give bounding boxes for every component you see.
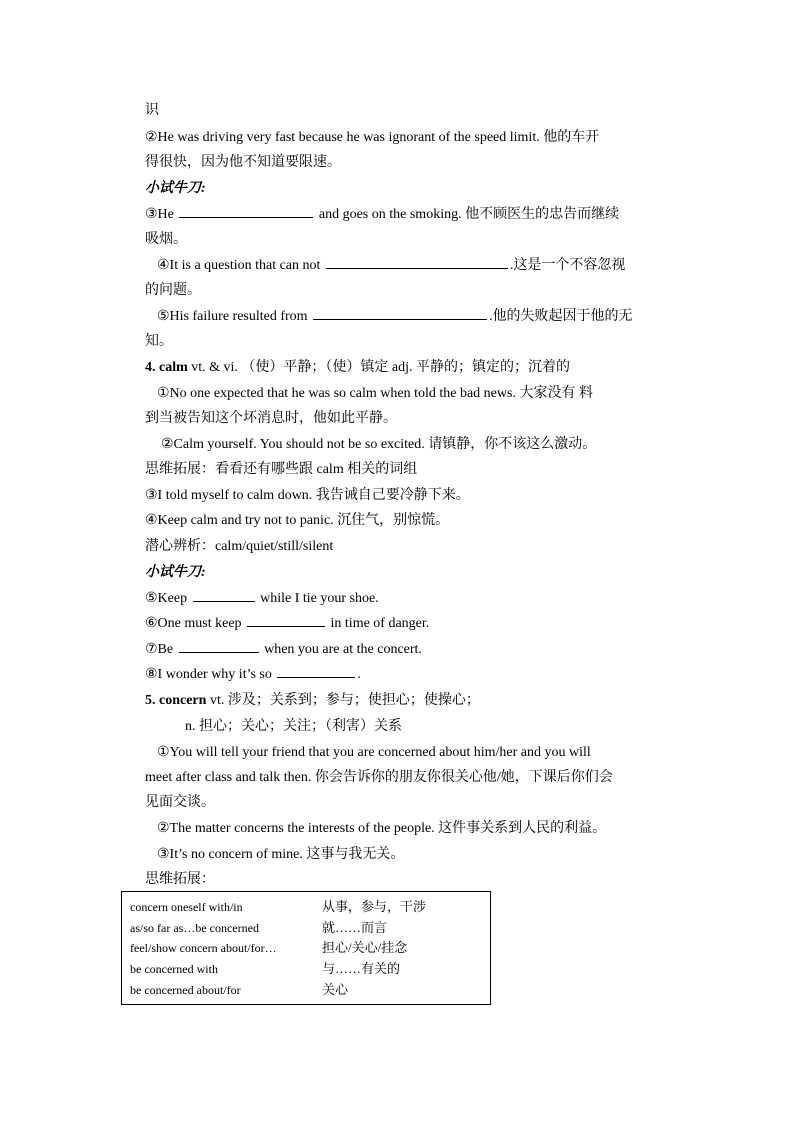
text-line: 吸烟。 [145, 232, 187, 247]
exercise-text: ⑧I wonder why it’s so [145, 667, 272, 682]
translation-line: 得很快，因为他不知道要限速。 [145, 155, 341, 170]
exercise-line [157, 253, 689, 278]
extension-heading: 思维拓展： [145, 872, 215, 887]
example-sentence: ①No one expected that he was so calm when told the bad news. 大家没有 料 [157, 386, 593, 401]
example-sentence: ②The matter concerns the interests of the people. 这件事关系到人民的利益。 [157, 821, 607, 836]
example-sentence: ③I told myself to calm down. 我告诫自己要冷静下来。 [145, 488, 470, 503]
example-sentence: ④Keep calm and try not to panic. 沉住气，别惊慌。 [145, 513, 450, 528]
exercise-text: .他的失败起因于他的无 [489, 309, 633, 324]
exercise-text: ⑦Be [145, 642, 174, 657]
extension-heading: 思维拓展：看看还有哪些跟 calm 相关的词组 [145, 462, 418, 477]
exercise-text: ④It is a question that can not [157, 258, 321, 273]
example-sentence: ①You will tell your friend that you are concerned about him/her and you will [157, 745, 591, 760]
answer-blank[interactable] [313, 305, 487, 320]
phrase-chinese: 与……有关的 [322, 961, 401, 976]
example-sentence: ②He was driving very fast because he was ignorant of the speed limit. 他的车开 [145, 130, 600, 145]
exercise-line [145, 586, 677, 611]
exercise-line [145, 611, 677, 636]
phrase-chinese: 从事，参与，干涉 [322, 899, 427, 914]
example-sentence: ②Calm yourself. You should not be so excited. 请镇静，你不该这么激动。 [161, 437, 597, 452]
exercise-text: ⑤Keep [145, 591, 188, 606]
vocab-definition: vt. 涉及；关系到；参与；使担心；使操心； [206, 693, 480, 708]
table-row [130, 938, 485, 958]
exercise-text: in time of danger. [330, 616, 430, 631]
exercise-line [145, 637, 677, 662]
answer-blank[interactable] [193, 587, 255, 602]
vocab-entry-concern [145, 688, 677, 713]
text-line: 识 [145, 103, 159, 118]
translation-line: 见面交谈。 [145, 795, 215, 810]
phrase-chinese: 担心/关心/挂念 [322, 940, 408, 955]
vocab-definition: vt. & vi. （使）平静；（使）镇定 adj. 平静的；镇定的；沉着的 [187, 360, 571, 375]
text-line: 的问题。 [145, 283, 201, 298]
phrase-english: be concerned with [130, 962, 218, 976]
table-row [130, 918, 485, 938]
exercise-text: when you are at the concert. [264, 642, 422, 657]
analysis-heading: 潜心辨析：calm/quiet/still/silent [145, 539, 334, 554]
answer-blank[interactable] [277, 663, 355, 678]
vocab-headword: 4. calm [145, 360, 188, 375]
exercise-text: ⑤His failure resulted from [157, 309, 308, 324]
example-sentence: meet after class and talk then. 你会告诉你的朋友你很关心他/她，下课后你们会 [145, 770, 613, 785]
phrase-chinese: 就……而言 [322, 920, 388, 935]
exercise-text: while I tie your shoe. [260, 591, 379, 606]
phrase-english: feel/show concern about/for… [130, 941, 277, 955]
phrase-english: be concerned about/for [130, 983, 241, 997]
practice-heading: 小试牛刀: [145, 181, 206, 196]
exercise-line [145, 202, 677, 227]
answer-blank[interactable] [179, 638, 259, 653]
answer-blank[interactable] [247, 612, 325, 627]
answer-blank[interactable] [326, 254, 508, 269]
phrase-chinese: 关心 [322, 982, 349, 997]
vocab-entry-calm [145, 355, 677, 380]
exercise-text: and goes on the smoking. 他不顾医生的忠告而继续 [318, 207, 620, 222]
table-row [130, 959, 485, 979]
exercise-text: ⑥One must keep [145, 616, 242, 631]
exercise-line [145, 662, 677, 687]
exercise-text: ③He [145, 207, 174, 222]
exercise-text: .这是一个不容忽视 [509, 258, 626, 273]
text-line: 知。 [145, 334, 173, 349]
practice-heading: 小试牛刀: [145, 565, 206, 580]
example-sentence: ③It’s no concern of mine. 这事与我无关。 [157, 847, 405, 862]
answer-blank[interactable] [179, 203, 313, 218]
vocab-definition: n. 担心；关心；关注；（利害）关系 [185, 719, 402, 734]
phrase-english: concern oneself with/in [130, 900, 243, 914]
vocab-headword: 5. concern [145, 693, 207, 708]
phrase-table [121, 891, 491, 1005]
table-row [130, 897, 485, 917]
table-row [130, 980, 485, 1000]
exercise-text: . [357, 667, 361, 682]
phrase-english: as/so far as…be concerned [130, 921, 259, 935]
exercise-line [157, 304, 689, 329]
translation-line: 到当被告知这个坏消息时，他如此平静。 [145, 411, 397, 426]
